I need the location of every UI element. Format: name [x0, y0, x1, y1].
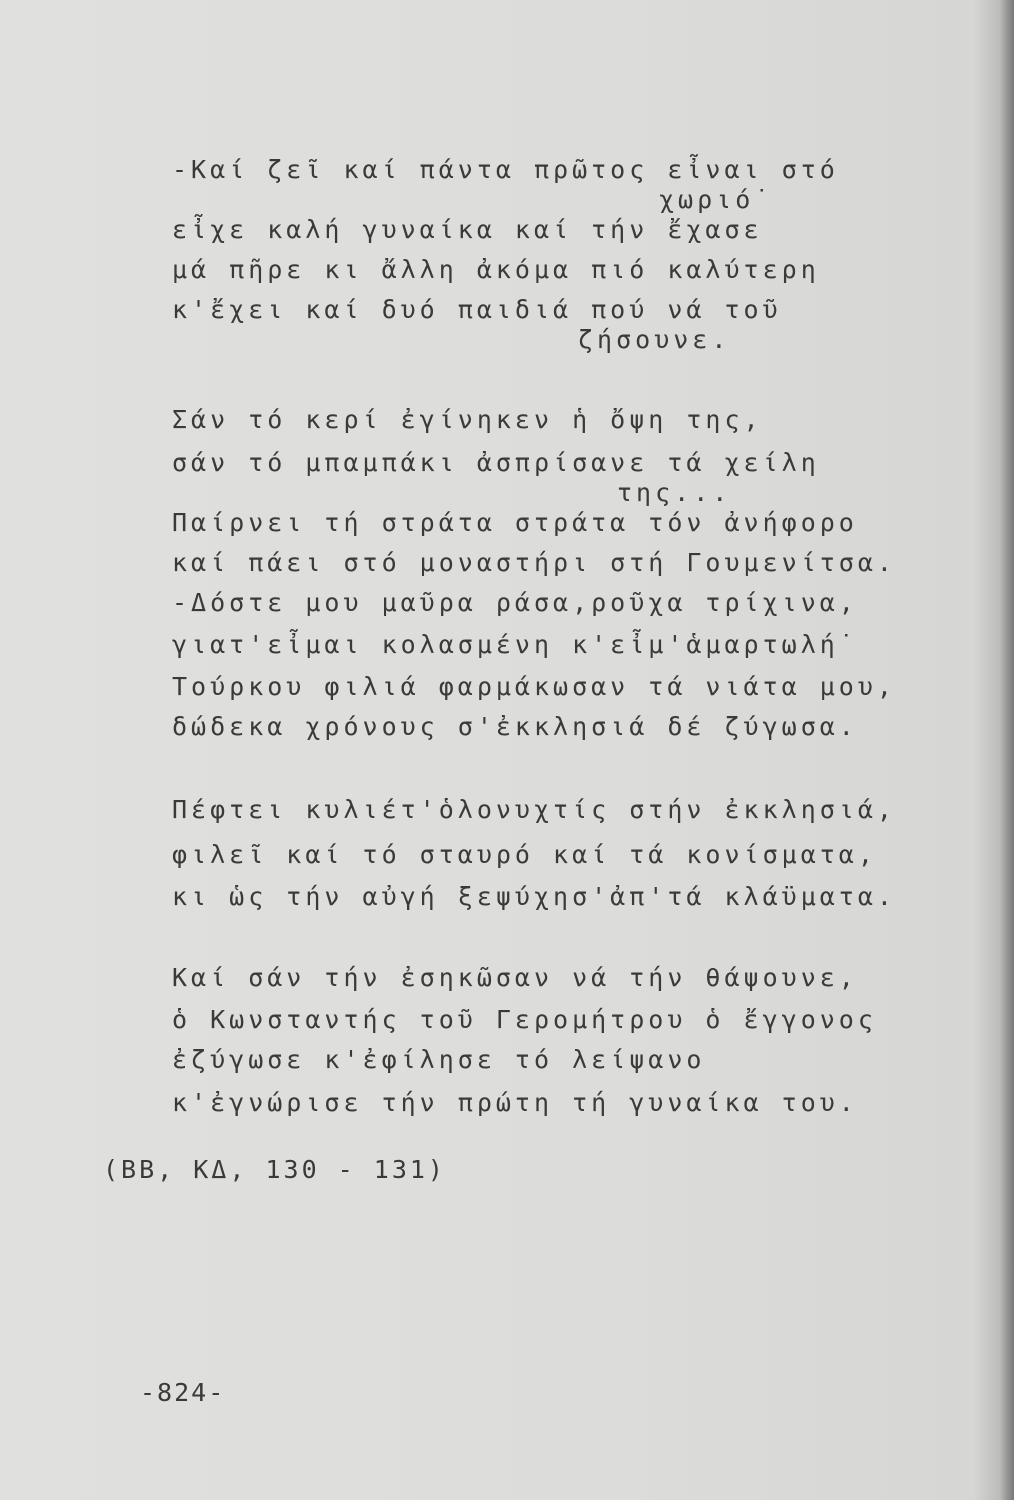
poem-line: ζήσουνε. — [578, 325, 731, 354]
poem-line: δώδεκα χρόνους σ'ἐκκλησιά δέ ζύγωσα. — [172, 712, 858, 741]
poem-line: φιλεῖ καί τό σταυρό καί τά κονίσματα, — [172, 840, 877, 869]
poem-line: -Καί ζεῖ καί πάντα πρῶτος εἶναι στό — [172, 155, 839, 184]
poem-line: κ'ἔχει καί δυό παιδιά πού νά τοῦ — [172, 295, 782, 324]
page-number: -824- — [140, 1378, 226, 1407]
poem-line: κ'ἐγνώρισε τήν πρώτη τή γυναίκα του. — [172, 1088, 858, 1117]
page-edge-shadow — [1000, 0, 1014, 1500]
poem-line: ἐζύγωσε κ'ἐφίλησε τό λείψανο — [172, 1045, 706, 1074]
poem-line: Παίρνει τή στράτα στράτα τόν ἀνήφορο — [172, 508, 858, 537]
poem-line: καί πάει στό μοναστήρι στή Γουμενίτσα. — [172, 548, 896, 577]
poem-line: εἶχε καλή γυναίκα καί τήν ἔχασε — [172, 215, 763, 244]
poem-line: κι ὡς τήν αὐγή ξεψύχησ'ἀπ'τά κλάϋματα. — [172, 882, 896, 911]
poem-line: σάν τό μπαμπάκι ἀσπρίσανε τά χείλη — [172, 448, 820, 477]
poem-line: Καί σάν τήν ἐσηκῶσαν νά τήν θάψουνε, — [172, 963, 858, 992]
poem-line: ὁ Κωνσταντής τοῦ Γερομήτρου ὁ ἔγγονος — [172, 1005, 877, 1034]
poem-line: Πέφτει κυλιέτ'ὁλονυχτίς στήν ἐκκλησιά, — [172, 795, 896, 824]
poem-line: μά πῆρε κι ἄλλη ἀκόμα πιό καλύτερη — [172, 255, 820, 284]
poem-line: χωριό˙ — [659, 185, 774, 214]
poem-line: Τούρκου φιλιά φαρμάκωσαν τά νιάτα μου, — [172, 672, 896, 701]
poem-line: γιατ'εἶμαι κολασμένη κ'εἶμ'ἁμαρτωλή˙ — [172, 630, 858, 659]
source-reference: (ΒΒ, ΚΔ, 130 - 131) — [103, 1155, 446, 1184]
poem-line: της... — [617, 478, 732, 507]
poem-line: -Δόστε μου μαῦρα ράσα,ροῦχα τρίχινα, — [172, 588, 858, 617]
poem-line: Σάν τό κερί ἐγίνηκεν ἡ ὄψη της, — [172, 405, 763, 434]
